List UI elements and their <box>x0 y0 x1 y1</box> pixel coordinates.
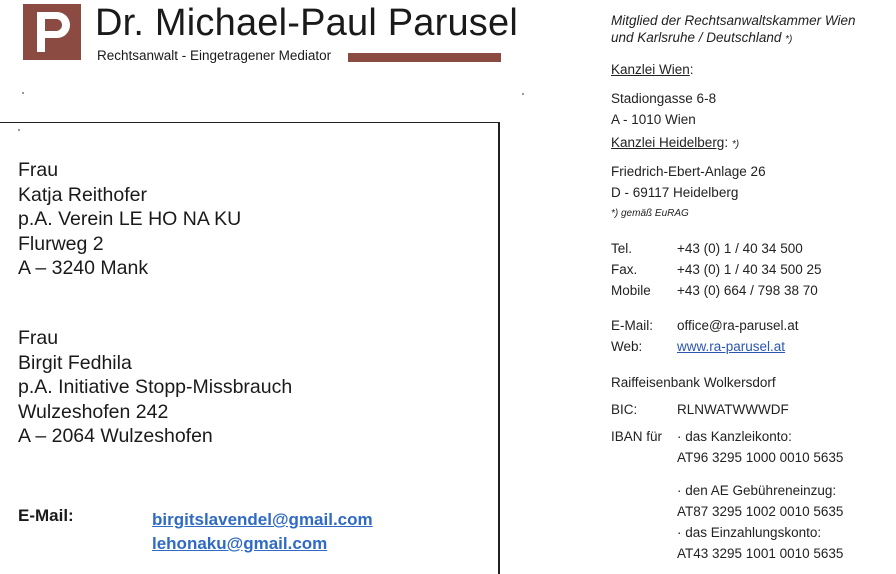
contact-label: E-Mail: <box>611 318 654 333</box>
address-line: A – 2064 Wulzeshofen <box>18 425 213 447</box>
address-line: Frau <box>18 327 59 349</box>
office-email[interactable]: office@ra-parusel.at <box>677 318 799 333</box>
address-line: A – 3240 Mank <box>18 257 149 279</box>
contact-label: Web: <box>611 339 643 354</box>
iban-number: AT96 3295 1000 0010 5635 <box>677 450 844 465</box>
recipient-address-2 <box>18 326 292 449</box>
logo-mark <box>23 4 81 60</box>
phone-label: Mobile <box>611 283 651 298</box>
heading-suffix: : <box>724 135 729 150</box>
bic-value: RLNWATWWWDF <box>677 402 789 417</box>
address-frame-top <box>0 122 500 123</box>
address-frame-right <box>498 122 500 574</box>
eurag-note: *) gemäß EuRAG <box>611 208 689 219</box>
phone-label: Fax. <box>611 262 638 277</box>
website-link[interactable]: www.ra-parusel.at <box>677 339 786 354</box>
address-line: Birgit Fedhila <box>18 351 132 374</box>
address-line: D - 69117 Heidelberg <box>611 185 739 200</box>
iban-purpose: · das Einzahlungskonto: <box>677 525 822 540</box>
lawyer-subtitle: Rechtsanwalt - Eingetragener Mediator <box>97 48 332 63</box>
footnote-mark: *) <box>785 34 793 45</box>
address-line: Wulzeshofen 242 <box>18 400 169 423</box>
email-links <box>152 508 373 556</box>
email-link[interactable]: lehonaku@gmail.com <box>152 534 328 553</box>
phone-list <box>611 241 871 305</box>
bic-label: BIC: <box>611 402 638 417</box>
office-heidelberg-title: Kanzlei Heidelberg <box>611 135 725 150</box>
office-vienna-title: Kanzlei Wien <box>611 62 690 77</box>
address-line: A - 1010 Wien <box>611 112 696 127</box>
bank-name: Raiffeisenbank Wolkersdorf <box>611 375 776 390</box>
address-line: Katja Reithofer <box>18 183 147 206</box>
recipient-address-1 <box>18 158 241 281</box>
logo-p-icon <box>23 4 81 60</box>
address-line: p.A. Initiative Stopp-Missbrauch <box>18 376 293 398</box>
address-line: Flurweg 2 <box>18 232 104 255</box>
address-line: Friedrich-Ebert-Anlage 26 <box>611 164 766 179</box>
address-line: p.A. Verein LE HO NA KU <box>18 208 242 230</box>
brand-bar <box>348 53 501 62</box>
fold-mark <box>18 129 20 131</box>
iban-label: IBAN für <box>611 429 663 444</box>
phone-value: +43 (0) 1 / 40 34 500 25 <box>677 262 822 277</box>
heading-suffix: : <box>689 62 694 77</box>
office-vienna-address <box>611 88 716 130</box>
footnote-mark: *) <box>731 139 740 150</box>
membership-line: und Karlsruhe / Deutschland <box>611 30 782 45</box>
office-heidelberg-address <box>611 161 766 203</box>
phone-value: +43 (0) 1 / 40 34 500 <box>677 241 803 256</box>
phone-label: Tel. <box>611 241 633 256</box>
iban-purpose: · den AE Gebühreneinzug: <box>677 483 837 498</box>
office-vienna-heading <box>611 62 694 77</box>
phone-value: +43 (0) 664 / 798 38 70 <box>677 283 818 298</box>
fold-mark <box>522 93 524 95</box>
iban-number: AT87 3295 1002 0010 5635 <box>677 504 844 519</box>
lawyer-name: Dr. Michael-Paul Parusel <box>95 2 518 44</box>
membership-line: Mitglied der Rechtsanwaltskammer Wien <box>611 13 856 28</box>
email-link[interactable]: birgitslavendel@gmail.com <box>152 510 373 529</box>
iban-purpose: · das Kanzleikonto: <box>677 429 792 444</box>
address-line: Frau <box>18 159 59 181</box>
bic-row <box>611 402 871 420</box>
iban-list <box>611 429 881 569</box>
office-heidelberg-heading <box>611 135 739 150</box>
email-label: E-Mail: <box>18 506 74 525</box>
membership-note <box>611 12 855 48</box>
address-line: Stadiongasse 6-8 <box>611 91 717 106</box>
contact-list <box>611 318 871 362</box>
iban-number: AT43 3295 1001 0010 5635 <box>677 546 844 561</box>
fold-mark <box>22 92 24 94</box>
